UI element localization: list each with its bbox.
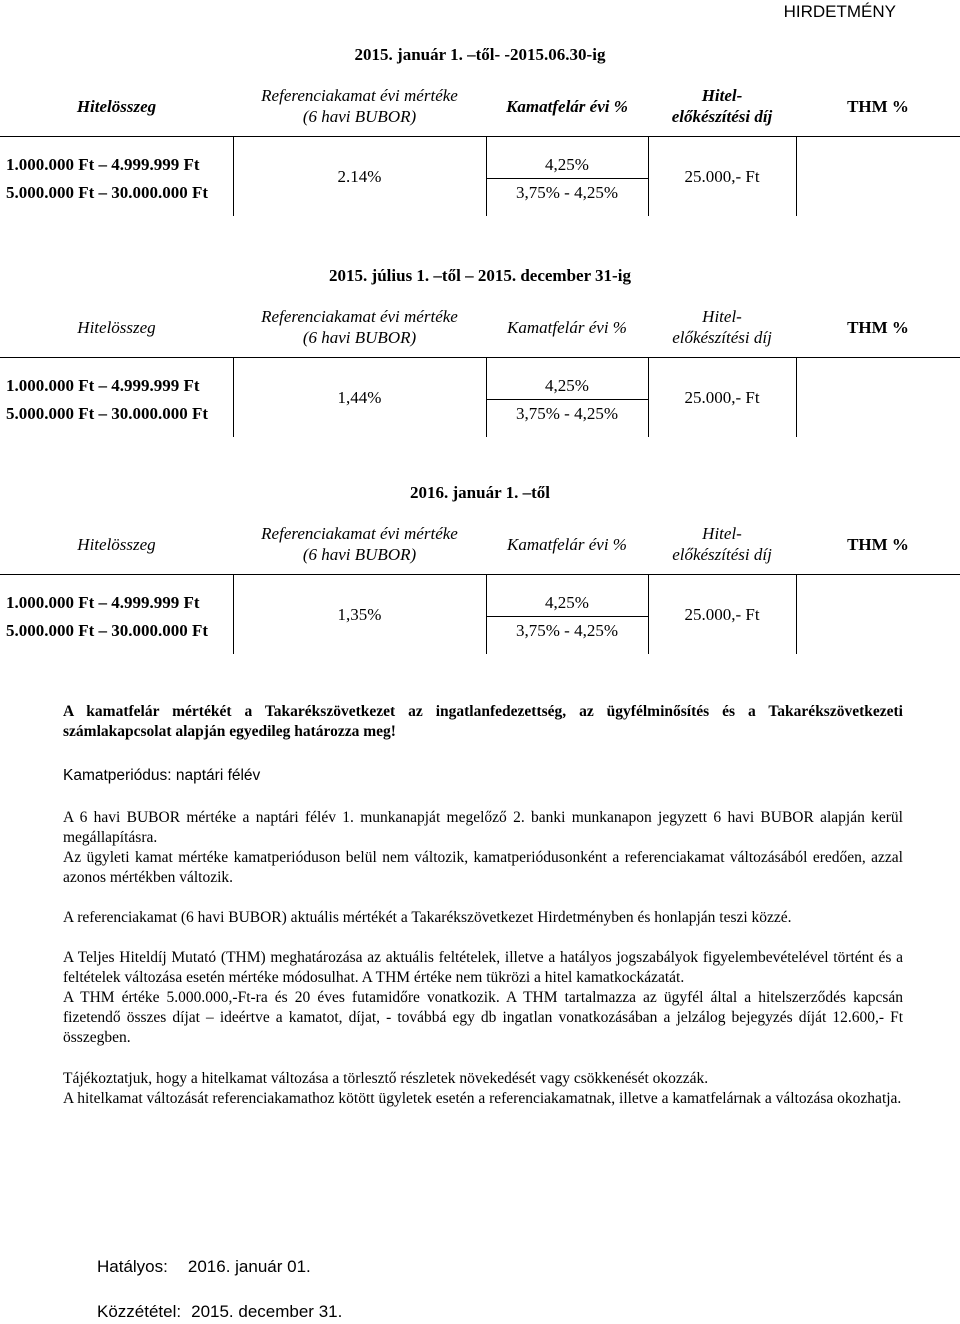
amount-cell: 5.000.000 Ft – 30.000.000 Ft bbox=[6, 182, 209, 202]
header-thm: THM % bbox=[796, 297, 960, 358]
published-label: Közzététel: bbox=[97, 1302, 182, 1321]
header-amount: Hitelösszeg bbox=[0, 514, 233, 575]
header-spread: Kamatfelár évi % bbox=[486, 514, 648, 575]
period-title-3: 2016. január 1. –től bbox=[410, 483, 550, 502]
reference-rate-cell: 1,44% bbox=[233, 358, 486, 438]
rate-table-2 bbox=[0, 297, 960, 437]
thm-cell bbox=[796, 137, 960, 217]
table-header-row bbox=[0, 514, 960, 575]
header-fee bbox=[648, 76, 796, 137]
fee-cell: 25.000,- Ft bbox=[648, 137, 796, 217]
bubor-note-1: A 6 havi BUBOR mértéke a naptári félév 1. munkanapját megelőző 2. banki munkanapon jegyzett 6 havi BUBOR alapján kerül megállapításra. bbox=[63, 809, 903, 846]
header-fee-line1: Hitel- bbox=[702, 307, 742, 326]
table-row bbox=[0, 575, 960, 617]
rate-table-3 bbox=[0, 514, 960, 654]
header-reference-rate bbox=[233, 297, 486, 358]
header-fee-line2: előkészítési díj bbox=[672, 545, 772, 564]
period-title-1: 2015. január 1. –től- -2015.06.30-ig bbox=[354, 45, 606, 64]
header-spread: Kamatfelár évi % bbox=[486, 76, 648, 137]
info-note-2: A hitelkamat változását referenciakamathoz kötött ügyletek esetén a referenciakamatnak, illetve a kamatfelárnak a változása okozhatja. bbox=[63, 1090, 902, 1107]
header-reference-rate-line2: (6 havi BUBOR) bbox=[302, 328, 417, 347]
header-reference-rate-line2: (6 havi BUBOR) bbox=[302, 545, 417, 564]
thm-cell bbox=[796, 358, 960, 438]
document-header-label: HIRDETMÉNY bbox=[783, 2, 896, 21]
period-note-title: Kamatperiódus: naptári félév bbox=[63, 767, 261, 784]
bubor-note-2: Az ügyleti kamat mértéke kamatperióduson belül nem változik, kamatperiódusonként a referenciakamat változásából eredően, azzal azonos mértékben változik. bbox=[63, 849, 903, 886]
spread-cell: 4,25% bbox=[486, 575, 648, 617]
spread-cell: 4,25% bbox=[486, 137, 648, 179]
spread-cell: 3,75% - 4,25% bbox=[516, 183, 618, 202]
period-title-2: 2015. július 1. –től – 2015. december 31-ig bbox=[329, 266, 631, 285]
table-header-row bbox=[0, 297, 960, 358]
publish-note: A referenciakamat (6 havi BUBOR) aktuális mértékét a Takarékszövetkezet Hirdetményben és honlapján teszi közzé. bbox=[63, 909, 792, 926]
thm-cell bbox=[796, 575, 960, 655]
effective-label: Hatályos: bbox=[97, 1257, 168, 1276]
header-amount: Hitelösszeg bbox=[0, 76, 233, 137]
effective-date-line bbox=[97, 1257, 311, 1277]
table-row bbox=[0, 137, 960, 179]
header-thm: THM % bbox=[796, 514, 960, 575]
header-fee-line2: előkészítési díj bbox=[672, 328, 772, 347]
header-reference-rate-line1: Referenciakamat évi mértéke bbox=[261, 307, 458, 326]
spread-cell: 4,25% bbox=[486, 358, 648, 400]
header-thm: THM % bbox=[796, 76, 960, 137]
thm-note-2: A THM értéke 5.000.000,-Ft-ra és 20 éves futamidőre vonatkozik. A THM tartalmazza az ügyfél által a hitelszerződés kapcsán fizetendő összes díjat – ideértve a kamatot, díjat, - továbbá egy db ingatlan vonatkozásában a jelzálog bejegyzés díját 12.600,- Ft összegben. bbox=[63, 989, 903, 1046]
header-fee-line1: Hitel- bbox=[701, 86, 743, 105]
header-reference-rate bbox=[233, 76, 486, 137]
reference-rate-cell: 2.14% bbox=[233, 137, 486, 217]
header-reference-rate-line2: (6 havi BUBOR) bbox=[302, 107, 417, 126]
rate-table-1 bbox=[0, 76, 960, 216]
table-row bbox=[0, 358, 960, 400]
amount-cell: 1.000.000 Ft – 4.999.999 Ft bbox=[6, 593, 200, 613]
header-spread: Kamatfelár évi % bbox=[486, 297, 648, 358]
published-date: 2015. december 31. bbox=[191, 1302, 343, 1321]
header-fee bbox=[648, 297, 796, 358]
amount-cell: 5.000.000 Ft – 30.000.000 Ft bbox=[6, 620, 209, 640]
amount-cell: 1.000.000 Ft – 4.999.999 Ft bbox=[6, 376, 200, 396]
header-fee-line2: előkészítési díj bbox=[671, 107, 773, 126]
spread-cell: 3,75% - 4,25% bbox=[516, 621, 618, 640]
published-date-line bbox=[97, 1302, 342, 1322]
spread-note: A kamatfelár mértékét a Takarékszövetkezet az ingatlanfedezettség, az ügyfélminősítés és a Takarékszövetkezeti számlakapcsolat alapján egyedileg határozza meg! bbox=[63, 703, 903, 740]
info-note-1: Tájékoztatjuk, hogy a hitelkamat változása a törlesztő részletek növekedését vagy csökkenését okozzák. bbox=[63, 1070, 709, 1087]
fee-cell: 25.000,- Ft bbox=[648, 575, 796, 655]
notes-section bbox=[63, 702, 903, 1109]
header-amount: Hitelösszeg bbox=[0, 297, 233, 358]
header-fee bbox=[648, 514, 796, 575]
table-header-row bbox=[0, 76, 960, 137]
effective-date: 2016. január 01. bbox=[187, 1257, 311, 1276]
amount-cell: 5.000.000 Ft – 30.000.000 Ft bbox=[6, 403, 209, 423]
header-reference-rate-line1: Referenciakamat évi mértéke bbox=[261, 86, 458, 105]
amount-cell: 1.000.000 Ft – 4.999.999 Ft bbox=[6, 155, 200, 175]
fee-cell: 25.000,- Ft bbox=[648, 358, 796, 438]
reference-rate-cell: 1,35% bbox=[233, 575, 486, 655]
spread-cell: 3,75% - 4,25% bbox=[516, 404, 618, 423]
thm-note-1: A Teljes Hiteldíj Mutató (THM) meghatározása az aktuális feltételek, illetve a hatályos jogszabályok figyelembevételével történt és a feltételek változása esetén mértéke módosulhat. A THM értéke nem tükrözi a hitel kamatkockázatát. bbox=[63, 949, 903, 986]
header-fee-line1: Hitel- bbox=[702, 524, 742, 543]
header-reference-rate bbox=[233, 514, 486, 575]
header-reference-rate-line1: Referenciakamat évi mértéke bbox=[261, 524, 458, 543]
